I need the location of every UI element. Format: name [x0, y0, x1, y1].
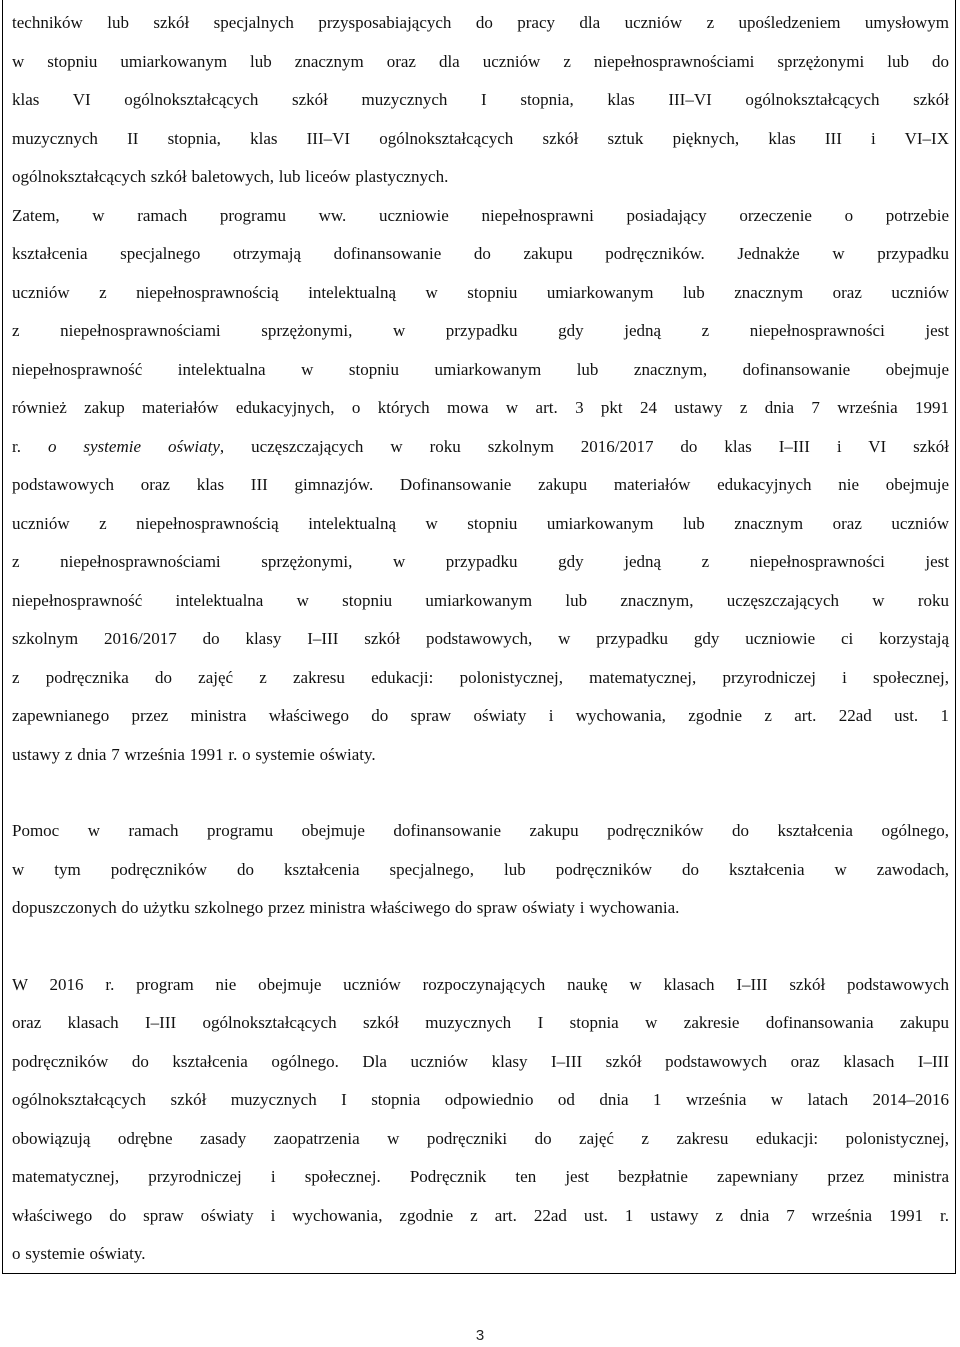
text-line: oraz klasach I–III ogólnokształcących szkół muzycznych I stopnia w zakresie dofinansowania zakupu: [12, 1013, 949, 1032]
text-line: [12, 428, 949, 467]
text-line: dopuszczonych do użytku szkolnego przez ministra właściwego do spraw oświaty i wychowania.: [12, 898, 680, 917]
text-line: muzycznych II stopnia, klas III–VI ogólnokształcących szkół sztuk pięknych, klas III i VI–IX: [12, 128, 949, 148]
document-body: [12, 4, 949, 1274]
text-line: ogólnokształcących szkół muzycznych I stopnia odpowiednio od dnia 1 września w latach 2014–2016: [12, 1090, 949, 1109]
text-line: uczniów z niepełnosprawnością intelektualną w stopniu umiarkowanym lub znacznym oraz uczniów: [12, 282, 949, 302]
text-fragment: , uczęszczających w roku szkolnym 2016/2017 do klas I–III i VI szkół: [219, 436, 949, 456]
text-line: ogólnokształcących szkół baletowych, lub liceów plastycznych.: [12, 167, 449, 186]
text-line: W 2016 r. program nie obejmuje uczniów rozpoczynających naukę w klasach I–III szkół podstawowych: [12, 974, 949, 994]
text-line: Pomoc w ramach programu obejmuje dofinansowanie zakupu podręczników do kształcenia ogólnego,: [12, 821, 949, 840]
italic-act-title: o systemie oświaty: [47, 436, 220, 456]
text-line: niepełnosprawność intelektualna w stopniu umiarkowanym lub znacznym, dofinansowanie obejmuje: [12, 359, 949, 379]
text-line: kształcenia specjalnego otrzymają dofinansowanie do zakupu podręczników. Jednakże w przypadku: [12, 244, 949, 263]
text-line: matematycznej, przyrodniczej i społecznej. Podręcznik ten jest bezpłatnie zapewniany przez ministra: [12, 1167, 949, 1186]
text-line: o systemie oświaty.: [12, 1244, 146, 1263]
text-line: właściwego do spraw oświaty i wychowania, zgodnie z art. 22ad ust. 1 ustawy z dnia 7 września 1991 r.: [12, 1205, 949, 1225]
text-line: ustawy z dnia 7 września 1991 r. o systemie oświaty.: [12, 744, 376, 764]
text-line: z niepełnosprawnościami sprzężonymi, w przypadku gdy jedną z niepełnosprawności jest: [12, 321, 949, 340]
text-line: podręczników do kształcenia ogólnego. Dla uczniów klasy I–III szkół podstawowych oraz klasach I–III: [12, 1051, 949, 1071]
text-line: obowiązują odrębne zasady zaopatrzenia w podręczniki do zajęć z zakresu edukacji: polonistycznej,: [12, 1128, 949, 1148]
text-line: również zakup materiałów edukacyjnych, o których mowa w art. 3 pkt 24 ustawy z dnia 7 września 1991: [12, 398, 949, 417]
paragraph-2: [12, 812, 949, 928]
text-line: niepełnosprawność intelektualna w stopniu umiarkowanym lub znacznym, uczęszczających w roku: [12, 590, 949, 610]
text-line: w stopniu umiarkowanym lub znacznym oraz dla uczniów z niepełnosprawnościami sprzężonymi lub do: [12, 51, 949, 71]
text-line: Zatem, w ramach programu ww. uczniowie niepełnosprawni posiadający orzeczenie o potrzebie: [12, 205, 949, 225]
text-line: techników lub szkół specjalnych przysposabiających do pracy dla uczniów z upośledzeniem umysłowym: [12, 13, 949, 32]
text-line: podstawowych oraz klas III gimnazjów. Dofinansowanie zakupu materiałów edukacyjnych nie obejmuje: [12, 475, 949, 494]
paragraph-3: [12, 966, 949, 1274]
page-number: 3: [475, 1327, 485, 1344]
text-line: zapewnianego przez ministra właściwego do spraw oświaty i wychowania, zgodnie z art. 22ad ust. 1: [12, 706, 949, 725]
paragraph-1: [12, 4, 949, 774]
text-line: szkolnym 2016/2017 do klasy I–III szkół podstawowych, w przypadku gdy uczniowie ci korzystają: [12, 629, 949, 648]
text-line: z niepełnosprawnościami sprzężonymi, w przypadku gdy jedną z niepełnosprawności jest: [12, 552, 949, 571]
text-line: uczniów z niepełnosprawnością intelektualną w stopniu umiarkowanym lub znacznym oraz uczniów: [12, 513, 949, 533]
text-line: klas VI ogólnokształcących szkół muzycznych I stopnia, klas III–VI ogólnokształcących szkół: [12, 90, 949, 109]
text-line: w tym podręczników do kształcenia specjalnego, lub podręczników do kształcenia w zawodach,: [12, 859, 949, 879]
text-line: z podręcznika do zajęć z zakresu edukacji: polonistycznej, matematycznej, przyrodniczej i społecznej,: [12, 667, 949, 687]
text-fragment: r.: [12, 436, 48, 456]
